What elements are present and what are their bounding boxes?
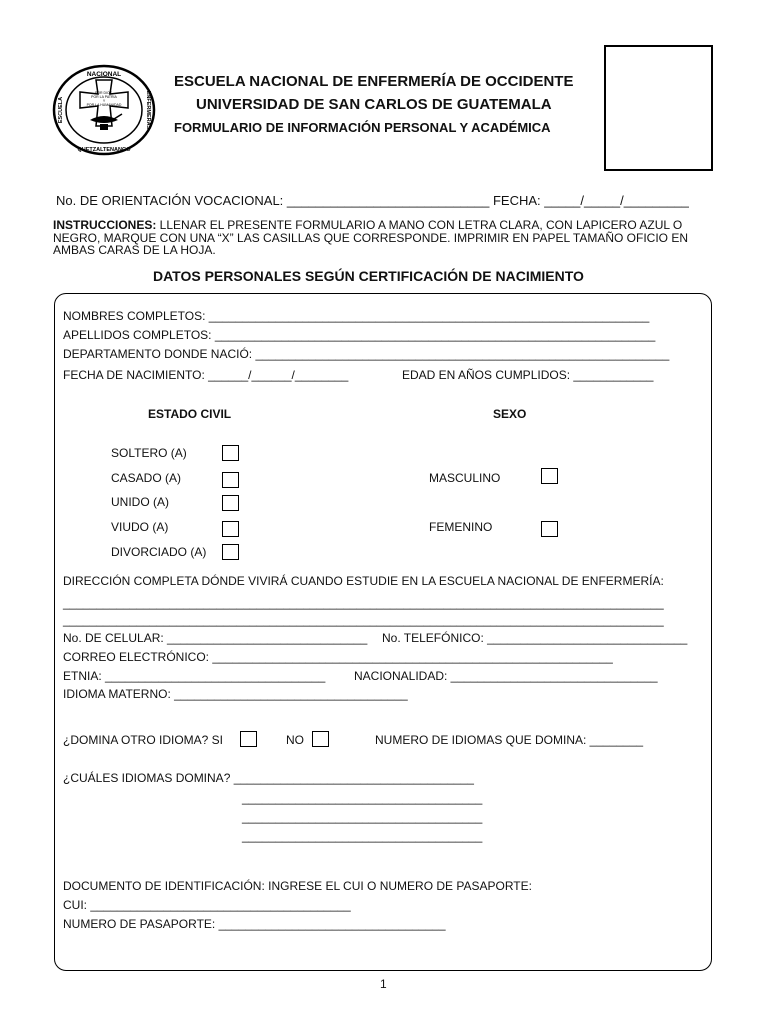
- option-masculino: MASCULINO: [429, 471, 501, 485]
- direccion-line-2[interactable]: __________________________________________________________________________________________: [63, 613, 664, 627]
- otro-idioma-no-label: NO: [286, 733, 304, 747]
- idioma-materno-field[interactable]: IDIOMA MATERNO: ___________________________________: [63, 687, 408, 701]
- option-unido: UNIDO (A): [111, 495, 169, 509]
- school-name: ESCUELA NACIONAL DE ENFERMERÍA DE OCCIDENTE: [174, 73, 574, 90]
- logo-left-text: ESCUELA: [58, 96, 64, 124]
- photo-box[interactable]: [604, 45, 713, 171]
- form-title: FORMULARIO DE INFORMACIÓN PERSONAL Y ACADÉMICA: [174, 120, 551, 135]
- celular-field[interactable]: No. DE CELULAR: ______________________________: [63, 631, 368, 645]
- correo-field[interactable]: CORREO ELECTRÓNICO: ____________________________________________________________: [63, 650, 613, 664]
- school-seal-logo: [52, 64, 157, 157]
- logo-right-text: ENFERMERAS: [145, 90, 151, 130]
- idiomas-line-2[interactable]: ____________________________________: [242, 791, 483, 805]
- option-divorciado: DIVORCIADO (A): [111, 545, 207, 559]
- etnia-field[interactable]: ETNIA: _________________________________: [63, 669, 326, 683]
- section-title: DATOS PERSONALES SEGÚN CERTIFICACIÓN DE NACIMIENTO: [153, 268, 584, 284]
- edad-field[interactable]: EDAD EN AÑOS CUMPLIDOS: ____________: [402, 368, 654, 382]
- option-casado: CASADO (A): [111, 471, 182, 485]
- option-soltero: SOLTERO (A): [111, 446, 187, 460]
- nombres-field[interactable]: NOMBRES COMPLETOS: __________________________________________________________________: [63, 309, 650, 323]
- idiomas-line-3[interactable]: ____________________________________: [242, 810, 483, 824]
- checkbox-casado[interactable]: [222, 472, 239, 488]
- pasaporte-field[interactable]: NUMERO DE PASAPORTE: __________________________________: [63, 917, 446, 931]
- estado-civil-heading: ESTADO CIVIL: [148, 407, 232, 421]
- checkbox-idioma-si[interactable]: [240, 731, 257, 747]
- checkbox-divorciado[interactable]: [222, 544, 239, 560]
- sexo-heading: SEXO: [493, 407, 527, 421]
- checkbox-idioma-no[interactable]: [312, 731, 329, 747]
- apellidos-field[interactable]: APELLIDOS COMPLETOS: __________________________________________________________________: [63, 328, 656, 342]
- option-viudo: VIUDO (A): [111, 520, 169, 534]
- checkbox-masculino[interactable]: [541, 468, 558, 484]
- instructions-label: INSTRUCCIONES:: [53, 218, 157, 232]
- instructions-text: LLENAR EL PRESENTE FORMULARIO A MANO CON LETRA CLARA, CON LAPICERO AZUL O NEGRO, MARQUE CON UNA “X” LAS CASILLAS QUE CORRESPONDE. IMPRIMIR EN PAPEL TAMAÑO OFICIO EN AMBAS CARAS DE LA HOJA.: [53, 218, 688, 257]
- option-femenino: FEMENINO: [429, 520, 493, 534]
- svg-text:POR DIOS,: POR DIOS,: [94, 91, 114, 95]
- documento-label: DOCUMENTO DE IDENTIFICACIÓN: INGRESE EL CUI O NUMERO DE PASAPORTE:: [63, 879, 532, 893]
- otro-idioma-label: ¿DOMINA OTRO IDIOMA? SI: [63, 733, 224, 747]
- direccion-label: DIRECCIÓN COMPLETA DÓNDE VIVIRÁ CUANDO ESTUDIE EN LA ESCUELA NACIONAL DE ENFERMERÍA:: [63, 574, 664, 588]
- cuales-idiomas-field[interactable]: ¿CUÁLES IDIOMAS DOMINA? ____________________________________: [63, 771, 474, 785]
- nacionalidad-field[interactable]: NACIONALIDAD: _______________________________: [354, 669, 658, 683]
- departamento-field[interactable]: DEPARTAMENTO DONDE NACIÓ: ______________________________________________________________: [63, 347, 670, 361]
- logo-bottom-text: QUETZALTENANGO: [77, 147, 131, 153]
- orientation-line[interactable]: No. DE ORIENTACIÓN VOCACIONAL: ____________________________ FECHA: _____/_____/_________: [56, 193, 689, 208]
- page-number: 1: [380, 977, 387, 991]
- university-name: UNIVERSIDAD DE SAN CARLOS DE GUATEMALA: [196, 96, 552, 113]
- checkbox-femenino[interactable]: [541, 521, 558, 537]
- idiomas-line-4[interactable]: ____________________________________: [242, 829, 483, 843]
- numero-idiomas-field[interactable]: NUMERO DE IDIOMAS QUE DOMINA: ________: [375, 733, 644, 747]
- svg-text:Y: Y: [102, 99, 106, 103]
- logo-top-text: NACIONAL: [86, 71, 122, 78]
- svg-text:POR LA PATRIA: POR LA PATRIA: [91, 95, 117, 99]
- fecha-nacimiento-field[interactable]: FECHA DE NACIMIENTO: ______/______/________: [63, 368, 349, 382]
- checkbox-soltero[interactable]: [222, 445, 239, 461]
- telefono-field[interactable]: No. TELEFÓNICO: ______________________________: [382, 631, 688, 645]
- cui-field[interactable]: CUI: _______________________________________: [63, 898, 351, 912]
- checkbox-unido[interactable]: [222, 495, 239, 511]
- direccion-line-1[interactable]: __________________________________________________________________________________________: [63, 596, 664, 610]
- svg-text:POR LA HUMANIDAD: POR LA HUMANIDAD: [86, 103, 122, 107]
- instructions: [53, 219, 717, 257]
- checkbox-viudo[interactable]: [222, 521, 239, 537]
